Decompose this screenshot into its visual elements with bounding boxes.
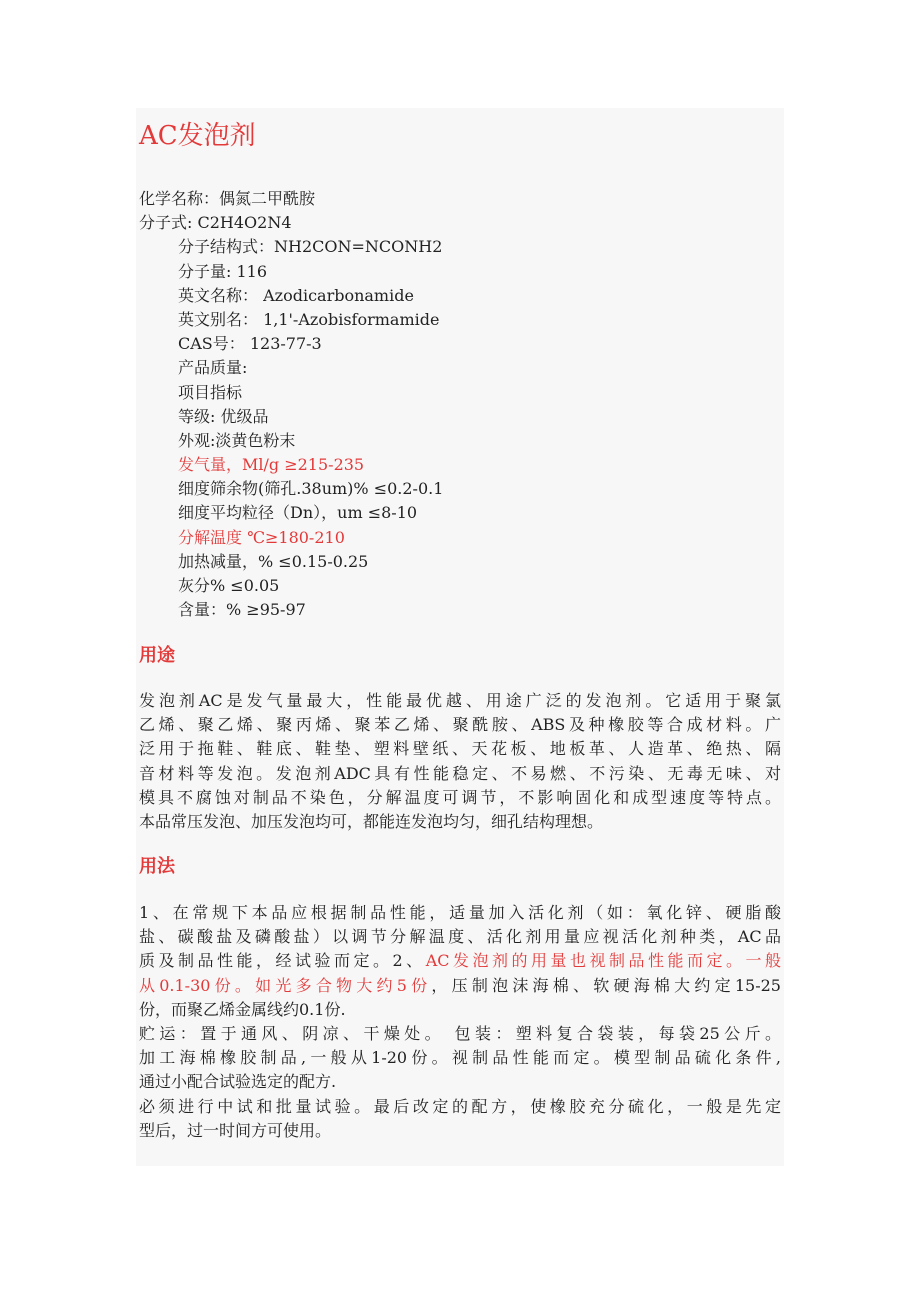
method-line-black-segment: 质及制品性能，经试验而定。2、 — [139, 951, 426, 971]
uses-line: 音材料等发泡。发泡剂ADC具有性能稳定、不易燃、不污染、无毒无味、对 — [139, 763, 781, 783]
uses-line: 本品常压发泡、加压发泡均可，都能连发泡均匀，细孔结构理想。 — [139, 811, 604, 831]
method-line: 加工海棉橡胶制品,一般从1-20份。视制品性能而定。模型制品硫化条件, — [139, 1048, 781, 1068]
method-line: 份，而聚乙烯金属线约0.1份. — [139, 999, 346, 1019]
spec-english-name: 英文名称： Azodicarbonamide — [178, 285, 414, 305]
document-title: AC发泡剂 — [139, 121, 256, 151]
spec-appearance: 外观:淡黄色粉末 — [178, 430, 296, 450]
spec-structural-formula: 分子结构式：NH2CON=NCONH2 — [178, 237, 443, 257]
uses-line: 发泡剂AC是发气量最大，性能最优越、用途广泛的发泡剂。它适用于聚氯 — [139, 691, 781, 710]
method-line-red-segment: 从0.1-30份。如光多合物大约5份 — [139, 975, 432, 995]
spec-grade: 等级: 优级品 — [178, 406, 269, 426]
uses-line: 模具不腐蚀对制品不染色，分解温度可调节，不影响固化和成型速度等特点。 — [139, 787, 781, 807]
uses-heading: 用途 — [139, 645, 175, 666]
product-spec-block — [139, 187, 779, 622]
method-line: 贮运：置于通风、阴凉、干燥处。 包装：塑料复合袋装，每袋25公斤。 — [139, 1023, 781, 1043]
spec-decomposition-temperature: 分解温度 ℃≥180-210 — [178, 527, 345, 547]
uses-line: 乙烯、聚乙烯、聚丙烯、聚苯乙烯、聚酰胺、ABS及种橡胶等合成材料。广 — [139, 715, 781, 735]
method-line — [139, 949, 781, 973]
spec-molecular-formula: 分子式: C2H4O2N4 — [139, 213, 292, 233]
spec-sieve-residue: 细度筛余物(筛孔.38um)% ≤0.2-0.1 — [178, 479, 444, 499]
spec-purity-content: 含量：% ≥95-97 — [178, 600, 306, 620]
spec-molecular-weight: 分子量: 116 — [178, 261, 268, 281]
spec-cas-number: CAS号： 123-77-3 — [178, 334, 322, 354]
method-paragraph — [139, 901, 781, 1143]
spec-mean-particle-size: 细度平均粒径（Dn），um ≤8-10 — [178, 503, 418, 523]
spec-product-quality: 产品质量: — [178, 358, 248, 378]
method-line: 盐、碳酸盐及磷酸盐）以调节分解温度、活化剂用量应视活化剂种类，AC品 — [139, 927, 781, 947]
method-line-red-segment: AC发泡剂的用量也视制品性能而定。一般 — [425, 951, 781, 971]
method-line: 型后，过一时间方可使用。 — [139, 1120, 332, 1140]
spec-item-index: 项目指标 — [178, 382, 243, 402]
spec-chemical-name: 化学名称：偶氮二甲酰胺 — [139, 189, 316, 208]
method-heading: 用法 — [139, 856, 175, 877]
uses-paragraph — [139, 689, 781, 834]
spec-heating-loss: 加热减量，% ≤0.15-0.25 — [178, 551, 369, 571]
method-line: 必须进行中试和批量试验。最后改定的配方，使橡胶充分硫化，一般是先定 — [139, 1096, 781, 1116]
spec-ash-content: 灰分% ≤0.05 — [178, 576, 280, 595]
method-line: 通过小配合试验选定的配方. — [139, 1072, 337, 1092]
uses-line: 泛用于拖鞋、鞋底、鞋垫、塑料壁纸、天花板、地板革、人造革、绝热、隔 — [139, 739, 781, 759]
spec-english-alias: 英文别名： 1,1'-Azobisformamide — [178, 309, 440, 329]
method-line — [139, 974, 781, 998]
method-line: 1、在常规下本品应根据制品性能，适量加入活化剂（如：氧化锌、硬脂酸 — [139, 903, 781, 922]
method-line-black-segment: ，压制泡沫海棉、软硬海棉大约定15-25 — [431, 975, 781, 995]
spec-gas-volume: 发气量，Ml/g ≥215-235 — [178, 455, 365, 475]
